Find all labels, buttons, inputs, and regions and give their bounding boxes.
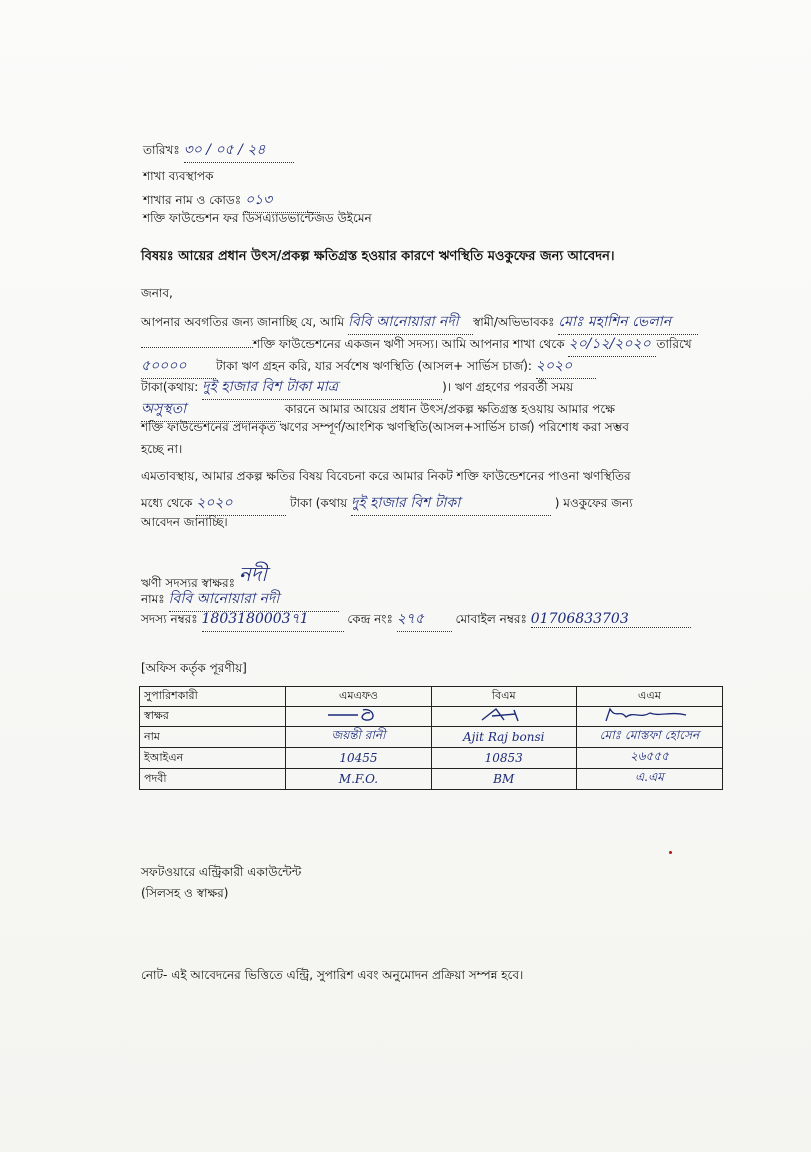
mfo-signature-cell [286,707,431,727]
row-label: ইআইএন [140,748,286,769]
para1-line6: শক্তি ফাউন্ডেশনের প্রদানকৃত ঋণের সম্পূর্ণ/আংশিক ঋণস্থিতি(আসল+সার্ভিস চার্জ) পরিশোধ করা সম্ভব [141,420,629,434]
mfo-signature [318,707,398,723]
waiver-words-field: দুই হাজার বিশ টাকা [351,491,551,516]
office-heading: [অফিস কর্তৃক পূরণীয়] [141,661,247,675]
date-row [143,138,294,163]
member-name-label: নামঃ [141,592,165,606]
para1-text-c: শক্তি ফাউন্ডেশনের একজন ঋণী সদস্য। আমি আপনার শাখা থেকে [253,337,565,351]
am-signature [594,707,704,723]
cell-bm-ein: 10853 [431,748,576,769]
cell-bm-name: Ajit Raj bonsi [431,727,576,748]
addressee-line1: শাখা ব্যবস্থাপক [143,169,214,183]
row-label: সুপারিশকারী [140,687,286,707]
member-id-row [141,607,691,632]
outstanding-field: ২০২০ [536,354,596,379]
branch-code: ০১৩ [245,188,320,213]
cell-am-ein: ২৬৫৫৫ [576,748,722,769]
mobile-value: 01706833703 [531,611,691,628]
row-label: নাম [140,727,286,748]
am-signature-cell [576,707,722,727]
loan-amount-field: ৫০০০০ [141,354,216,379]
accountant-line1: সফটওয়ারে এন্ট্রিকারী একাউন্টেন্ট [141,865,302,879]
date-label: তারিখঃ [143,143,180,157]
member-name-field: বিবি আনোয়ারা নদী [348,310,473,335]
branch-label: শাখার নাম ও কোডঃ [143,193,242,207]
reason-field: অসুস্থতা [141,397,281,422]
center-value: ২৭৫ [397,607,452,632]
office-table [139,686,723,790]
para1-text-d: তারিখে [656,337,692,351]
para1-line7: হচ্ছে না। [141,442,183,456]
cell-mfo: এমএফও [286,687,431,707]
accountant-line2: (সিলসহ ও স্বাক্ষর) [141,886,229,900]
row-label: পদবী [140,769,286,790]
cell-am-title: এ.এম [576,769,722,790]
para1-text-f: টাকা(কথায়: [141,380,199,394]
guardian-name-field: মোঃ মহাশিন ভেলান [558,310,698,335]
waiver-amount-field: ২০২০ [196,491,286,516]
para2-text-c: টাকা (কথায় [290,496,348,510]
center-label: কেন্দ্র নংঃ [347,612,393,626]
member-id-label: সদস্য নম্বরঃ [141,612,198,626]
addressee-org: শক্তি ফাউন্ডেশন ফর ডিসএ্যাডভান্টেজড উইমেন [143,211,372,225]
table-row [140,748,723,769]
para2-line2 [141,491,633,516]
blank-dots [141,347,253,348]
table-row [140,687,723,707]
para1-text-a: আপনার অবগতির জন্য জানাচ্ছি যে, আমি [141,315,345,329]
para2-text-d: ) মওকুফের জন্য [554,496,633,510]
para1-text-h: কারনে আমার আয়ের প্রধান উৎস/প্রকল্প ক্ষতিগ্রস্ত হওয়ায় আমার পক্ষে [284,402,615,416]
cell-bm: বিএম [431,687,576,707]
cell-mfo-title: M.F.O. [286,769,431,790]
table-row [140,707,723,727]
member-sign-label: ঋণী সদস্যর স্বাক্ষরঃ [141,576,235,590]
salutation: জনাব, [141,286,173,300]
cell-am: এএম [576,687,722,707]
member-id-value: 1803180003৭1 [202,607,344,632]
bm-signature-cell [431,707,576,727]
cell-mfo-ein: 10455 [286,748,431,769]
para1-text-b: স্বামী/অভিভাবকঃ [472,315,555,329]
subject-line: বিষয়ঃ আয়ের প্রধান উৎস/প্রকল্প ক্ষতিগ্রস্ত হওয়ার কারণে ঋণস্থিতি মওকুফের জন্য আবেদন। [141,249,615,264]
table-row [140,769,723,790]
para2-line3: আবেদন জানাচ্ছি। [141,515,228,529]
date-value: ৩০ / ০৫ / ২৪ [184,138,294,163]
cell-mfo-name: জয়ন্তী রানী [286,727,431,748]
para2-text-b: মধ্যে থেকে [141,496,193,510]
bm-signature [464,707,544,723]
member-name-value: বিবি আনোয়ারা নদী [169,587,339,612]
row-label: স্বাক্ষর [140,707,286,727]
loan-date-field: ২০/১২/২০২০ [568,332,656,357]
ink-dot [669,851,672,854]
para1-text-g: )। ঋণ গ্রহণের পরবর্তী সময় [442,380,574,394]
para1-text-e: টাকা ঋণ গ্রহন করি, যার সর্বশেষ ঋণস্থিতি (আসল+ সার্ভিস চার্জ): [216,359,532,373]
outstanding-words-field: দুই হাজার বিশ টাকা মাত্র [202,375,442,400]
cell-bm-title: BM [431,769,576,790]
table-row [140,727,723,748]
mobile-label: মোবাইল নম্বরঃ [455,612,527,626]
cell-am-name: মোঃ মোস্তফা হোসেন [576,727,722,748]
member-signature: নদী [238,562,267,586]
para2-line1: এমতাবস্থায়, আমার প্রকল্প ক্ষতির বিষয় বিবেচনা করে আমার নিকট শক্তি ফাউন্ডেশনের পাওনা ঋণস্থিতির [141,469,631,483]
note-line: নোট- এই আবেদনের ভিত্তিতে এন্ট্রি, সুপারিশ এবং অনুমোদন প্রক্রিয়া সম্পন্ন হবে। [141,968,524,982]
